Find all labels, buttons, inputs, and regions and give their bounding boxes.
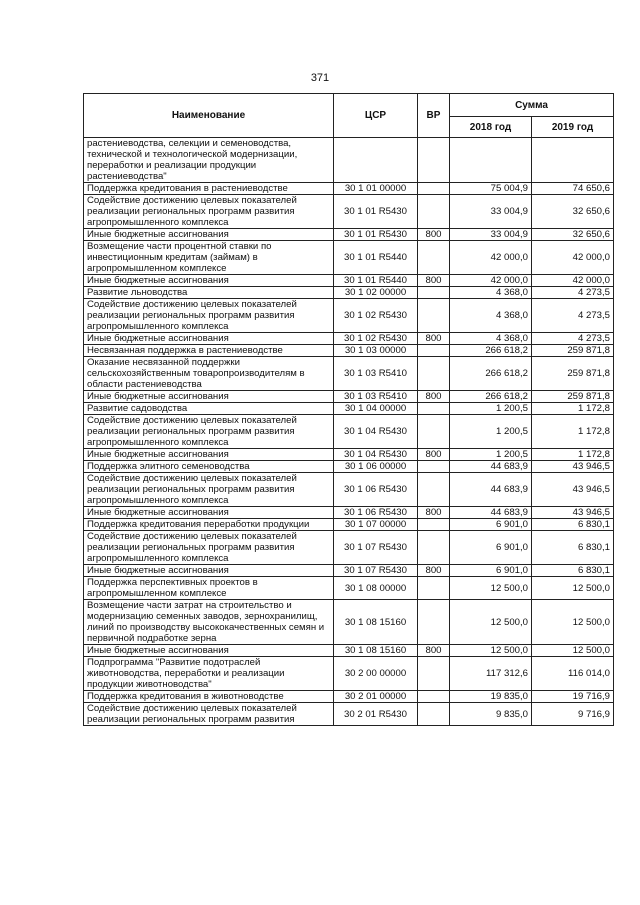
cell-2019: 4 273,5 [532,287,614,299]
cell-2018: 42 000,0 [450,275,532,287]
cell-2018 [450,138,532,183]
cell-vr [418,703,450,726]
cell-name: Возмещение части затрат на строительство и модернизацию семенных заводов, зернохранилищ, линий по производству высококачественных семян и первичной подработке зерна [84,600,334,645]
cell-vr [418,600,450,645]
cell-2018: 44 683,9 [450,507,532,519]
cell-name: Развитие льноводства [84,287,334,299]
cell-vr [418,577,450,600]
header-sum: Сумма [450,94,614,117]
cell-2019: 43 946,5 [532,473,614,507]
header-name: Наименование [84,94,334,138]
cell-vr: 800 [418,333,450,345]
table-row [84,241,614,275]
cell-csr: 30 1 04 00000 [334,403,418,415]
cell-vr: 800 [418,229,450,241]
cell-2019: 19 716,9 [532,691,614,703]
table-row [84,645,614,657]
cell-name: Поддержка кредитования в животноводстве [84,691,334,703]
cell-csr: 30 1 01 R5430 [334,195,418,229]
table-row [84,461,614,473]
cell-vr [418,345,450,357]
cell-name: Содействие достижению целевых показателей реализации региональных программ развития [84,703,334,726]
cell-vr [418,299,450,333]
table-row [84,691,614,703]
cell-2019: 116 014,0 [532,657,614,691]
cell-vr [418,183,450,195]
cell-name: Иные бюджетные ассигнования [84,507,334,519]
cell-2019: 12 500,0 [532,577,614,600]
cell-vr [418,403,450,415]
cell-2018: 266 618,2 [450,345,532,357]
cell-2018: 6 901,0 [450,531,532,565]
cell-csr: 30 1 04 R5430 [334,415,418,449]
cell-2018: 19 835,0 [450,691,532,703]
cell-csr: 30 1 02 R5430 [334,333,418,345]
cell-2019: 32 650,6 [532,195,614,229]
cell-csr: 30 1 02 R5430 [334,299,418,333]
cell-2019: 42 000,0 [532,241,614,275]
cell-2018: 9 835,0 [450,703,532,726]
cell-vr [418,287,450,299]
cell-2018: 12 500,0 [450,600,532,645]
cell-2018: 4 368,0 [450,333,532,345]
cell-name: Содействие достижению целевых показателей реализации региональных программ развития агропромышленного комплекса [84,299,334,333]
cell-name: растениеводства, селекции и семеноводства, технической и технологической модернизации, переработки и реализации продукции растениеводства" [84,138,334,183]
cell-vr [418,473,450,507]
table-row [84,519,614,531]
table-row [84,657,614,691]
cell-2018: 44 683,9 [450,461,532,473]
cell-csr: 30 1 01 R5430 [334,229,418,241]
cell-csr: 30 2 00 00000 [334,657,418,691]
cell-2019: 74 650,6 [532,183,614,195]
cell-csr: 30 1 06 R5430 [334,507,418,519]
cell-name: Поддержка перспективных проектов в агропромышленном комплексе [84,577,334,600]
cell-2019: 259 871,8 [532,391,614,403]
table-row [84,229,614,241]
table-row [84,391,614,403]
table-row [84,403,614,415]
cell-name: Подпрограмма "Развитие подотраслей животноводства, переработки и реализации продукции животноводства" [84,657,334,691]
cell-2018: 266 618,2 [450,391,532,403]
cell-2018: 6 901,0 [450,519,532,531]
cell-2019: 43 946,5 [532,461,614,473]
cell-2019: 4 273,5 [532,299,614,333]
cell-vr: 800 [418,275,450,287]
table-row [84,600,614,645]
cell-csr: 30 1 04 R5430 [334,449,418,461]
cell-vr [418,691,450,703]
table-row [84,333,614,345]
table-row [84,449,614,461]
cell-csr: 30 1 01 R5440 [334,275,418,287]
cell-csr: 30 1 08 15160 [334,600,418,645]
cell-name: Содействие достижению целевых показателей реализации региональных программ развития агропромышленного комплекса [84,195,334,229]
cell-vr: 800 [418,391,450,403]
table-row [84,287,614,299]
cell-vr [418,138,450,183]
cell-name: Иные бюджетные ассигнования [84,229,334,241]
cell-name: Оказание несвязанной поддержки сельскохозяйственным товаропроизводителям в области растениеводства [84,357,334,391]
cell-vr [418,531,450,565]
cell-name: Развитие садоводства [84,403,334,415]
cell-2018: 4 368,0 [450,287,532,299]
header-year-2018: 2018 год [450,117,532,138]
table-header [84,94,614,138]
cell-2019: 259 871,8 [532,357,614,391]
cell-2019: 32 650,6 [532,229,614,241]
table-row [84,565,614,577]
cell-name: Содействие достижению целевых показателей реализации региональных программ развития агропромышленного комплекса [84,473,334,507]
cell-vr [418,357,450,391]
cell-vr [418,657,450,691]
cell-csr: 30 1 06 00000 [334,461,418,473]
cell-csr: 30 1 01 R5440 [334,241,418,275]
table-body [84,138,614,726]
cell-name: Возмещение части процентной ставки по инвестиционным кредитам (займам) в агропромышленном комплексе [84,241,334,275]
table-row [84,577,614,600]
cell-csr: 30 2 01 R5430 [334,703,418,726]
table-row [84,703,614,726]
cell-name: Иные бюджетные ассигнования [84,645,334,657]
page-number: 371 [310,72,330,84]
cell-csr: 30 1 07 00000 [334,519,418,531]
cell-2019 [532,138,614,183]
table-row [84,415,614,449]
cell-name: Содействие достижению целевых показателей реализации региональных программ развития агропромышленного комплекса [84,415,334,449]
cell-vr [418,241,450,275]
cell-csr: 30 1 01 00000 [334,183,418,195]
cell-csr: 30 1 03 00000 [334,345,418,357]
cell-2018: 33 004,9 [450,195,532,229]
cell-name: Иные бюджетные ассигнования [84,333,334,345]
table-row [84,357,614,391]
cell-2019: 12 500,0 [532,600,614,645]
cell-name: Поддержка элитного семеноводства [84,461,334,473]
table-row [84,345,614,357]
cell-csr: 30 1 06 R5430 [334,473,418,507]
header-csr: ЦСР [334,94,418,138]
cell-csr: 30 1 03 R5410 [334,357,418,391]
cell-2018: 12 500,0 [450,645,532,657]
budget-table [83,93,614,726]
cell-2018: 266 618,2 [450,357,532,391]
cell-2019: 1 172,8 [532,403,614,415]
cell-name: Содействие достижению целевых показателей реализации региональных программ развития агропромышленного комплекса [84,531,334,565]
table-row [84,138,614,183]
cell-vr: 800 [418,565,450,577]
cell-2018: 12 500,0 [450,577,532,600]
cell-2018: 1 200,5 [450,403,532,415]
cell-name: Поддержка кредитования в растениеводстве [84,183,334,195]
cell-csr: 30 1 03 R5410 [334,391,418,403]
cell-2018: 1 200,5 [450,449,532,461]
cell-2019: 42 000,0 [532,275,614,287]
cell-csr: 30 1 08 00000 [334,577,418,600]
cell-vr [418,415,450,449]
cell-vr: 800 [418,645,450,657]
cell-2019: 43 946,5 [532,507,614,519]
cell-csr: 30 1 07 R5430 [334,565,418,577]
cell-name: Поддержка кредитования переработки продукции [84,519,334,531]
table-row [84,531,614,565]
cell-csr: 30 1 02 00000 [334,287,418,299]
header-vr: ВР [418,94,450,138]
cell-2018: 75 004,9 [450,183,532,195]
cell-name: Иные бюджетные ассигнования [84,275,334,287]
cell-2019: 4 273,5 [532,333,614,345]
cell-vr [418,461,450,473]
cell-2019: 1 172,8 [532,449,614,461]
cell-2019: 9 716,9 [532,703,614,726]
table-row [84,275,614,287]
cell-vr: 800 [418,449,450,461]
cell-name: Несвязанная поддержка в растениеводстве [84,345,334,357]
header-year-2019: 2019 год [532,117,614,138]
cell-name: Иные бюджетные ассигнования [84,449,334,461]
cell-2019: 6 830,1 [532,531,614,565]
cell-2019: 6 830,1 [532,565,614,577]
cell-name: Иные бюджетные ассигнования [84,565,334,577]
cell-csr: 30 1 07 R5430 [334,531,418,565]
cell-2019: 259 871,8 [532,345,614,357]
table-row [84,183,614,195]
table-row [84,507,614,519]
cell-2018: 42 000,0 [450,241,532,275]
cell-vr: 800 [418,507,450,519]
table-row [84,473,614,507]
cell-2018: 117 312,6 [450,657,532,691]
cell-2019: 1 172,8 [532,415,614,449]
cell-vr [418,519,450,531]
cell-2019: 6 830,1 [532,519,614,531]
cell-2018: 1 200,5 [450,415,532,449]
cell-csr [334,138,418,183]
cell-2018: 44 683,9 [450,473,532,507]
cell-2019: 12 500,0 [532,645,614,657]
cell-vr [418,195,450,229]
cell-2018: 4 368,0 [450,299,532,333]
cell-2018: 33 004,9 [450,229,532,241]
table-row [84,195,614,229]
table-row [84,299,614,333]
cell-2018: 6 901,0 [450,565,532,577]
cell-csr: 30 2 01 00000 [334,691,418,703]
cell-name: Иные бюджетные ассигнования [84,391,334,403]
cell-csr: 30 1 08 15160 [334,645,418,657]
